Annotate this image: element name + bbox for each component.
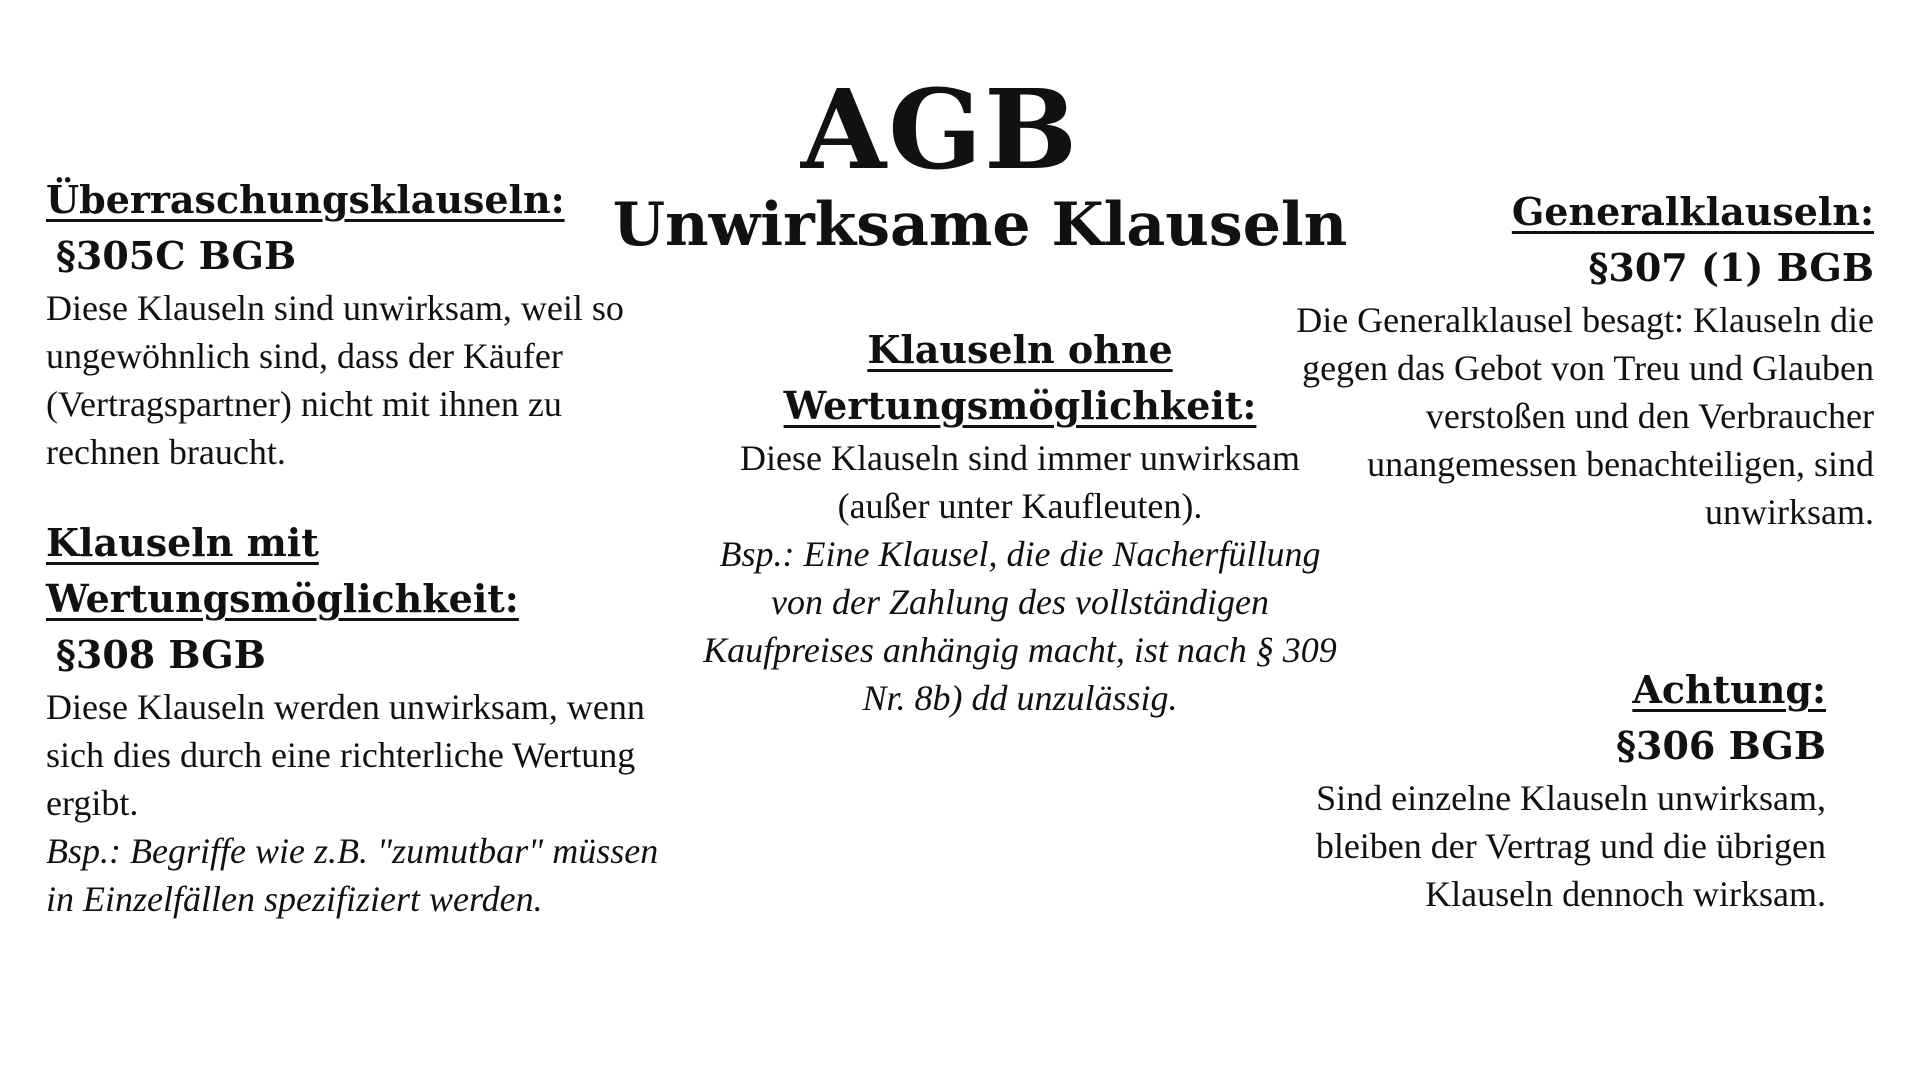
section-text: Diese Klauseln sind unwirksam, weil so ungewöhnlich sind, dass der Käufer (Vertragspartner) nicht mit ihnen zu rechnen braucht. (46, 288, 624, 472)
section-text: Sind einzelne Klauseln unwirksam, bleiben der Vertrag und die übrigen Klauseln dennoch wirksam. (1315, 778, 1826, 914)
section-ueberraschungsklauseln (46, 172, 696, 476)
page-title: AGB (800, 65, 1080, 194)
section-generalklauseln (1290, 184, 1874, 536)
section-heading-line1: Klauseln ohne (867, 327, 1173, 372)
section-example: Bsp.: Begriffe wie z.B. "zumutbar" müssen in Einzelfällen spezifiziert werden. (46, 831, 659, 919)
section-heading: Überraschungsklauseln: (46, 177, 565, 222)
section-reference: §305C BGB (56, 233, 297, 278)
section-text: Diese Klauseln sind immer unwirksam (außer unter Kaufleuten). (740, 438, 1300, 526)
section-reference: §307 (1) BGB (1588, 245, 1874, 290)
section-heading: Generalklauseln: (1511, 189, 1874, 234)
section-reference: §306 BGB (1616, 723, 1826, 768)
section-example: Bsp.: Eine Klausel, die die Nacherfüllung von der Zahlung des vollständigen Kaufpreises anhängig macht, ist nach § 309 Nr. 8b) dd unzulässig. (703, 534, 1337, 718)
section-heading-line2: Wertungsmöglichkeit: (783, 383, 1257, 428)
page-subtitle: Unwirksame Klauseln (612, 190, 1348, 260)
section-text: Die Generalklausel besagt: Klauseln die gegen das Gebot von Treu und Glauben verstoßen und den Verbraucher unangemessen benachteiligen, sind unwirksam. (1296, 300, 1874, 532)
section-achtung (1220, 662, 1826, 918)
section-heading-line2: Wertungsmöglichkeit: (46, 576, 519, 621)
section-klauseln-mit-wertung (46, 515, 696, 923)
section-heading: Achtung: (1632, 667, 1826, 712)
section-heading-line1: Klauseln mit (46, 520, 319, 565)
section-reference: §308 BGB (56, 632, 266, 677)
section-text: Diese Klauseln werden unwirksam, wenn sich dies durch eine richterliche Wertung ergibt. (46, 687, 645, 823)
